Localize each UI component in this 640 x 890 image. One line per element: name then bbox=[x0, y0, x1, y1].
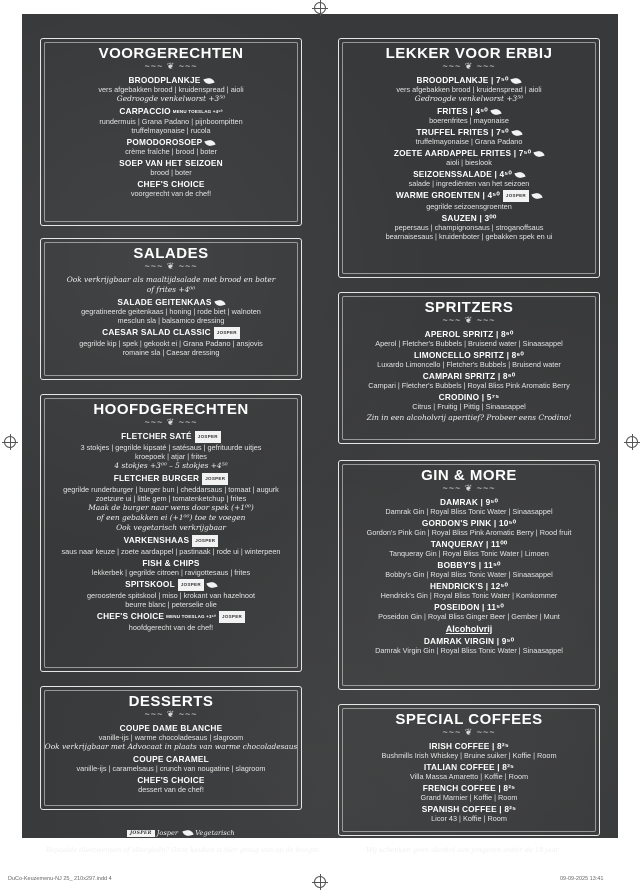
section-title: DESSERTS bbox=[128, 693, 214, 710]
dish-desc: dessert van de chef! bbox=[138, 785, 204, 794]
drink-name: POSEIDON | 11⁵⁰ bbox=[434, 602, 504, 612]
divider-flourish: ~~~ ❦ ~~~ bbox=[442, 61, 496, 71]
dish-desc: mesclun sla | balsamico dressing bbox=[117, 316, 225, 325]
drink-desc: Hendrick's Gin | Royal Bliss Tonic Water | Komkommer bbox=[380, 591, 558, 600]
panel-hoofdgerechten bbox=[40, 394, 302, 672]
legend-veg-label: Vegetarisch bbox=[195, 829, 235, 837]
dish-name: VARKENSHAAS JOSPER bbox=[41, 535, 301, 547]
dish-desc: romaine sla | Caesar dressing bbox=[122, 348, 220, 357]
josper-badge: JOSPER bbox=[503, 190, 529, 202]
dish-name: CHEF'S CHOICE MENU TOESLAG +3⁵⁰ JOSPER bbox=[41, 611, 301, 623]
dish-name: FRITES | 4⁵⁰ bbox=[339, 106, 599, 116]
dish-desc: pepersaus | champignonsaus | stroganoffsaus bbox=[394, 223, 544, 232]
drink-name: LIMONCELLO SPRITZ | 8⁶⁰ bbox=[414, 350, 524, 360]
menu-surcharge-tag: MENU TOESLAG +3⁵⁰ bbox=[166, 614, 217, 619]
dish-extra: Ook vegetarisch verkrijgbaar bbox=[116, 523, 226, 532]
registration-mark-bottom bbox=[314, 876, 326, 888]
dish-name: SAUZEN | 3⁰⁰ bbox=[441, 213, 497, 223]
dish-name: CHEF'S CHOICE bbox=[137, 775, 205, 785]
panel-desserts bbox=[40, 686, 302, 810]
drink-name: DAMRAK | 9⁵⁰ bbox=[439, 497, 499, 507]
josper-badge: JOSPER bbox=[219, 611, 245, 623]
dish-desc: beurre blanc | peterselie olie bbox=[125, 600, 217, 609]
print-slug-right: 09-09-2025 13:41 bbox=[560, 876, 604, 882]
josper-badge: JOSPER bbox=[202, 473, 228, 485]
drink-name: BOBBY'S | 11⁵⁰ bbox=[437, 560, 501, 570]
dish-desc: truffelmayonaise | Grana Padano bbox=[415, 137, 523, 146]
drink-name: IRISH COFFEE | 8²⁵ bbox=[429, 741, 509, 751]
vegetarian-leaf-icon bbox=[511, 129, 522, 137]
registration-mark-top bbox=[314, 2, 326, 14]
josper-badge: JOSPER bbox=[127, 830, 155, 837]
dish-extra: Gedroogde venkelworst +3⁵⁰ bbox=[116, 94, 226, 103]
vegetarian-leaf-icon bbox=[490, 108, 501, 116]
dish-name: COUPE CARAMEL bbox=[133, 754, 209, 764]
dish-name: POMODOROSOEP bbox=[41, 137, 301, 147]
josper-badge: JOSPER bbox=[192, 535, 218, 547]
drink-name: SPANISH COFFEE | 8²⁵ bbox=[421, 804, 517, 814]
dish-desc: zoetzure ui | little gem | tomatenketchup | frites bbox=[95, 494, 247, 503]
panel-gin-and-more bbox=[338, 460, 600, 690]
drink-desc: Bobby's Gin | Royal Bliss Tonic Water | Sinaasappel bbox=[385, 570, 553, 579]
panel-spritzers bbox=[338, 292, 600, 444]
vegetarian-leaf-icon bbox=[514, 171, 525, 179]
dish-desc: saus naar keuze | zoete aardappel | pastinaak | rode ui | winterpeen bbox=[61, 547, 281, 556]
vegetarian-leaf-icon bbox=[511, 77, 522, 85]
dish-desc: lekkerbek | gegrilde citroen | ravigottesaus | frites bbox=[91, 568, 251, 577]
section-title: HOOFDGERECHTEN bbox=[93, 401, 249, 418]
drink-desc: Luxardo Limoncello | Fletcher's Bubbels | Bruisend water bbox=[377, 360, 561, 369]
dish-desc: crème fraîche | brood | boter bbox=[125, 146, 217, 156]
section-title: SALADES bbox=[133, 245, 209, 262]
menu-surcharge-tag: MENU TOESLAG +4⁵⁰ bbox=[172, 108, 223, 114]
drink-name: ITALIAN COFFEE | 8²⁵ bbox=[423, 762, 515, 772]
drink-name: FRENCH COFFEE | 8²⁵ bbox=[422, 783, 516, 793]
dish-extra: 4 stokjes +3⁰⁰ – 5 stokjes +4⁵⁰ bbox=[114, 461, 228, 470]
josper-badge: JOSPER bbox=[178, 579, 204, 591]
dish-name: CARPACCIO MENU TOESLAG +4⁵⁰ bbox=[119, 106, 223, 116]
panel-lekker-voor-erbij bbox=[338, 38, 600, 278]
dish-extra: Gedroogde venkelworst +3⁵⁰ bbox=[414, 94, 524, 103]
dish-name: SPITSKOOL JOSPER bbox=[41, 579, 301, 591]
dish-name: ZOETE AARDAPPEL FRITES | 7⁵⁰ bbox=[339, 148, 599, 158]
vegetarian-leaf-icon bbox=[534, 150, 545, 158]
section-title: VOORGERECHTEN bbox=[98, 45, 244, 62]
drink-desc: Licor 43 | Koffie | Room bbox=[431, 814, 507, 823]
drink-name: GORDON'S PINK | 10⁵⁰ bbox=[421, 518, 517, 528]
dish-desc: rundermuis | Grana Padano | pijnboompitten bbox=[99, 116, 243, 126]
dish-desc: vanille-ijs | warme chocoladesaus | slagroom bbox=[98, 733, 244, 742]
panel-voorgerechten bbox=[40, 38, 302, 226]
drink-desc: Bushmills Irish Whiskey | Bruine suiker | Koffie | Room bbox=[381, 751, 557, 760]
dish-name: FISH & CHIPS bbox=[142, 558, 200, 568]
dish-name: BROODPLANKJE | 7⁵⁰ bbox=[339, 75, 599, 85]
dish-desc: gegratineerde geitenkaas | honing | rode biet | walnoten bbox=[81, 307, 261, 316]
dish-name: WARME GROENTEN | 4⁵⁰ JOSPER bbox=[339, 190, 599, 202]
drink-desc: Damrak Gin | Royal Bliss Tonic Water | Sinaasappel bbox=[385, 507, 553, 516]
divider-flourish: ~~~ ❦ ~~~ bbox=[442, 483, 496, 493]
dish-desc: vers afgebakken brood | kruidenspread | aioli bbox=[396, 85, 542, 94]
dish-name: SALADE GEITENKAAS bbox=[41, 297, 301, 307]
dish-name: BROODPLANKJE bbox=[41, 75, 301, 85]
drink-name: HENDRICK'S | 12⁵⁰ bbox=[429, 581, 509, 591]
dish-desc: truffelmayonaise | rucola bbox=[131, 125, 211, 135]
drink-name: CAMPARI SPRITZ | 8⁶⁰ bbox=[422, 371, 516, 381]
divider-flourish: ~~~ ❦ ~~~ bbox=[442, 727, 496, 737]
drink-desc: Tanqueray Gin | Royal Bliss Tonic Water | Limoen bbox=[389, 549, 549, 558]
dish-desc: gegrilde kip | spek | gekookt ei | Grana Padano | ansjovis bbox=[79, 339, 263, 348]
dish-desc: brood | boter bbox=[150, 167, 192, 177]
section-title: SPRITZERS bbox=[424, 299, 514, 316]
drink-desc: Aperol | Fletcher's Bubbels | Bruisend water | Sinaasappel bbox=[375, 339, 563, 348]
allergy-note: Bepaalde dieetwensen of allergieën? Onze keuken is hier graag van op de hoogte. bbox=[46, 846, 321, 854]
drink-desc: Poseidon Gin | Royal Bliss Ginger Beer | Gember | Munt bbox=[378, 612, 560, 621]
dish-desc: boerenfrites | mayonaise bbox=[429, 116, 509, 125]
divider-flourish: ~~~ ❦ ~~~ bbox=[144, 61, 198, 71]
dish-desc: 3 stokjes | gegrilde kipsaté | satésaus | gefrituurde uitjes bbox=[80, 443, 262, 452]
drink-name: APEROL SPRITZ | 8⁶⁰ bbox=[424, 329, 514, 339]
registration-mark-right bbox=[626, 436, 638, 448]
vegetarian-leaf-icon bbox=[203, 77, 214, 85]
dish-desc: bearnaisesaus | kruidenboter | gebakken spek en ui bbox=[385, 232, 553, 241]
age-note: Wij schenken geen alcohol aan jongeren onder de 18 jaar. bbox=[366, 846, 560, 854]
print-slug-left: DuCo-Keuzemenu-NJ 25_ 210x297.indd 4 bbox=[8, 876, 112, 882]
dish-name: FLETCHER BURGER JOSPER bbox=[41, 473, 301, 485]
dish-desc: vers afgebakken brood | kruidenspread | aioli bbox=[98, 85, 244, 94]
josper-badge: JOSPER bbox=[214, 327, 240, 339]
dish-desc: kroepoek | atjar | frites bbox=[135, 452, 207, 461]
salad-note: Ook verkrijgbaar als maaltijdsalade met brood en boter bbox=[66, 275, 276, 284]
dish-extra: of een gebakken ei (+1⁰⁰) toe te voegen bbox=[96, 513, 246, 522]
section-title: GIN & MORE bbox=[421, 467, 517, 484]
dish-desc: voorgerecht van de chef! bbox=[130, 188, 212, 198]
legend bbox=[124, 829, 235, 837]
legend-josper-label: Josper bbox=[156, 829, 179, 837]
dish-extra: Ook verkrijgbaar met Advocaat in plaats van warme chocoladesaus bbox=[44, 742, 298, 751]
dish-name: CAESAR SALAD CLASSIC JOSPER bbox=[41, 327, 301, 339]
panel-salades bbox=[40, 238, 302, 380]
alcoholvrij-heading: Alcoholvrij bbox=[445, 624, 493, 634]
crodino-note: Zin in een alcoholvrij aperitief? Probeer eens Crodino! bbox=[366, 413, 572, 422]
divider-flourish: ~~~ ❦ ~~~ bbox=[144, 261, 198, 271]
josper-badge: JOSPER bbox=[195, 431, 221, 443]
divider-flourish: ~~~ ❦ ~~~ bbox=[144, 417, 198, 427]
vegetarian-leaf-icon bbox=[206, 581, 217, 589]
drink-desc: Damrak Virgin Gin | Royal Bliss Tonic Water | Sinaasappel bbox=[375, 646, 563, 655]
dish-desc: aioli | bieslook bbox=[446, 158, 492, 167]
vegetarian-leaf-icon bbox=[214, 299, 225, 307]
dish-extra: Maak de burger naar wens door spek (+1⁰⁰) bbox=[88, 503, 254, 512]
dish-desc: geroosterde spitskool | miso | krokant van hazelnoot bbox=[86, 591, 256, 600]
drink-desc: Grand Marnier | Koffie | Room bbox=[420, 793, 518, 802]
divider-flourish: ~~~ ❦ ~~~ bbox=[144, 709, 198, 719]
section-title: LEKKER VOOR ERBIJ bbox=[385, 45, 553, 62]
dish-name: COUPE DAME BLANCHE bbox=[119, 723, 223, 733]
dish-name: TRUFFEL FRITES | 7⁵⁰ bbox=[339, 127, 599, 137]
vegetarian-leaf-icon bbox=[205, 138, 216, 146]
drink-name: TANQUERAY | 11⁰⁰ bbox=[430, 539, 508, 549]
registration-mark-left bbox=[4, 436, 16, 448]
drink-desc: Citrus | Fruitig | Pittig | Sinaasappel bbox=[412, 402, 526, 411]
drink-name: CRODINO | 5⁷⁵ bbox=[438, 392, 500, 402]
dish-desc: salade | ingrediënten van het seizoen bbox=[408, 179, 530, 188]
vegetarian-leaf-icon bbox=[183, 829, 194, 837]
salad-note: of frites +4⁰⁰ bbox=[146, 285, 196, 294]
vegetarian-leaf-icon bbox=[531, 192, 542, 200]
drink-desc: Gordon's Pink Gin | Royal Bliss Pink Aromatic Berry | Rood fruit bbox=[366, 528, 572, 537]
section-title: SPECIAL COFFEES bbox=[395, 711, 543, 728]
drink-desc: Campari | Fletcher's Bubbels | Royal Bliss Pink Aromatic Berry bbox=[368, 381, 570, 390]
dish-desc: vanille-ijs | caramelsaus | crunch van nougatine | slagroom bbox=[76, 764, 266, 773]
dish-desc: hoofdgerecht van de chef! bbox=[128, 623, 214, 632]
dish-name: FLETCHER SATÉ JOSPER bbox=[41, 431, 301, 443]
dish-desc: gegrilde runderburger | burger bun | cheddarsaus | tomaat | augurk bbox=[63, 485, 279, 494]
panel-special-coffees bbox=[338, 704, 600, 836]
drink-desc: Villa Massa Amaretto | Koffie | Room bbox=[409, 772, 529, 781]
dish-name: SOEP VAN HET SEIZOEN bbox=[119, 157, 223, 168]
dish-name: SEIZOENSSALADE | 4⁵⁰ bbox=[339, 169, 599, 179]
divider-flourish: ~~~ ❦ ~~~ bbox=[442, 315, 496, 325]
dish-desc: gegrilde seizoensgroenten bbox=[426, 202, 512, 211]
drink-name: DAMRAK VIRGIN | 9⁵⁰ bbox=[423, 636, 515, 646]
dish-name: CHEF'S CHOICE bbox=[137, 178, 205, 189]
